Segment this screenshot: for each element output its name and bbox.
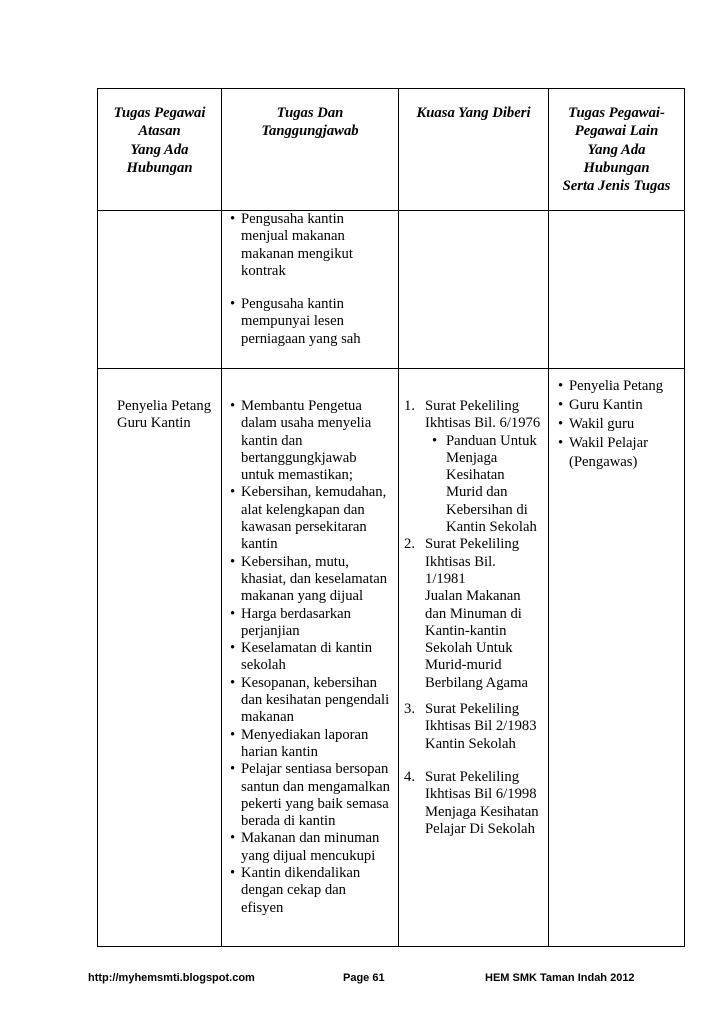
list-item [222, 211, 398, 280]
table-row [98, 211, 685, 369]
bullet-marker: • [230, 830, 236, 847]
footer-page-number: Page 61 [343, 972, 385, 984]
item-number: 2. [404, 536, 415, 553]
footer-url: http://myhemsmti.blogspot.com [88, 972, 255, 984]
bullet-marker: • [230, 484, 236, 501]
bullet-marker: • [230, 211, 236, 227]
list-item [222, 398, 398, 484]
table-cell-kuasa [399, 211, 549, 369]
table-row [98, 369, 685, 947]
list-item [549, 434, 684, 472]
bullet-marker: • [230, 296, 236, 313]
numbered-item-text: Surat Pekeliling Ikhtisas Bil 2/1983 Kantin Sekolah [425, 701, 537, 752]
bullet-marker: • [558, 416, 564, 432]
list-item-text: Pengusaha kantin menjual makanan makanan mengikut kontrak [241, 211, 353, 279]
list-item-text: Wakil guru [569, 416, 635, 432]
list-item-text: Membantu Pengetua dalam usaha menyelia kantin dan bertanggungkjawab untuk memastikan; [241, 398, 372, 484]
header-cell-pegawai-atasan: Tugas Pegawai Atasan Yang Ada Hubungan [98, 89, 222, 211]
list-item [549, 377, 684, 396]
list-item-text: Penyelia Petang [569, 378, 664, 394]
list-item [222, 640, 398, 675]
list-item-text: Kantin dikendalikan dengan cekap dan efisyen [241, 865, 361, 916]
bullet-marker: • [558, 378, 564, 394]
list-item [222, 554, 398, 606]
numbered-item [399, 536, 548, 692]
list-item [222, 296, 398, 348]
list-item [222, 830, 398, 865]
list-item-text: Kesopanan, kebersihan dan kesihatan pengendali makanan [241, 674, 390, 726]
table-cell-pegawai-lain [549, 369, 685, 947]
bullet-marker: • [230, 640, 236, 657]
table-cell-pegawai-atasan [98, 369, 222, 947]
bullet-marker: • [432, 432, 438, 449]
bullet-marker: • [230, 605, 236, 622]
bullet-marker: • [230, 865, 236, 882]
list-item [222, 675, 398, 727]
table-cell-tugas [222, 211, 399, 369]
numbered-item [399, 769, 548, 838]
table-cell-kuasa [399, 369, 549, 947]
list-item-text: Guru Kantin [569, 397, 643, 413]
table-cell-pegawai-atasan [98, 211, 222, 369]
numbered-item-text: Surat Pekeliling Ikhtisas Bil. 6/1976 [425, 398, 541, 432]
bullet-marker: • [230, 761, 236, 778]
page-footer [0, 971, 728, 985]
list-item [222, 484, 398, 553]
list-item [222, 761, 398, 830]
sub-list-item [425, 433, 548, 537]
list-item [549, 396, 684, 415]
list-item [222, 727, 398, 762]
numbered-item [399, 398, 548, 536]
footer-title: HEM SMK Taman Indah 2012 [485, 972, 635, 984]
table-header-row [98, 89, 685, 211]
list-item [549, 415, 684, 434]
item-number: 4. [404, 768, 415, 785]
numbered-item-text: Surat Pekeliling Ikhtisas Bil 6/1998 Menjaga Kesihatan Pelajar Di Sekolah [425, 768, 539, 837]
header-cell-kuasa: Kuasa Yang Diberi [399, 89, 549, 211]
item-number: 1. [404, 398, 415, 414]
list-item-text: Harga berdasarkan perjanjian [241, 605, 352, 639]
cell-text: Penyelia Petang Guru Kantin [117, 398, 212, 432]
list-item-text: Makanan dan minuman yang dijual mencukupi [241, 830, 380, 864]
list-item [222, 865, 398, 917]
item-number: 3. [404, 701, 415, 718]
list-item-text: Kebersihan, kemudahan, alat kelengkapan dan kawasan persekitaran kantin [241, 484, 387, 553]
header-cell-pegawai-lain: Tugas Pegawai- Pegawai Lain Yang Ada Hubungan Serta Jenis Tugas [549, 89, 685, 211]
bullet-marker: • [558, 397, 564, 413]
bullet-marker: • [558, 435, 564, 451]
list-item-text: Pelajar sentiasa bersopan santun dan mengamalkan pekerti yang baik semasa berada di kantin [241, 761, 390, 830]
list-item-text: Kebersihan, mutu, khasiat, dan keselamatan makanan yang dijual [241, 553, 388, 605]
bullet-marker: • [230, 553, 236, 570]
list-item-text: Wakil Pelajar (Pengawas) [569, 435, 648, 470]
sub-list-item-text: Panduan Untuk Menjaga Kesihatan Murid dan Kebersihan di Kantin Sekolah [446, 432, 537, 536]
table-cell-pegawai-lain [549, 211, 685, 369]
table-cell-tugas [222, 369, 399, 947]
header-cell-tugas: Tugas Dan Tanggungjawab [222, 89, 399, 211]
list-item-text: Pengusaha kantin mempunyai lesen perniagaan yang sah [241, 296, 361, 347]
numbered-item [399, 701, 548, 753]
list-item-text: Keselamatan di kantin sekolah [241, 640, 373, 674]
duty-table [97, 88, 685, 947]
bullet-marker: • [230, 674, 236, 691]
list-item [222, 606, 398, 641]
list-item-text: Menyediakan laporan harian kantin [241, 726, 369, 760]
bullet-marker: • [230, 398, 236, 414]
bullet-marker: • [230, 726, 236, 743]
numbered-item-text: Surat Pekeliling Ikhtisas Bil. 1/1981 Jualan Makanan dan Minuman di Kantin-kantin Sekolah Untuk Murid-murid Berbilang Agama [425, 536, 528, 691]
